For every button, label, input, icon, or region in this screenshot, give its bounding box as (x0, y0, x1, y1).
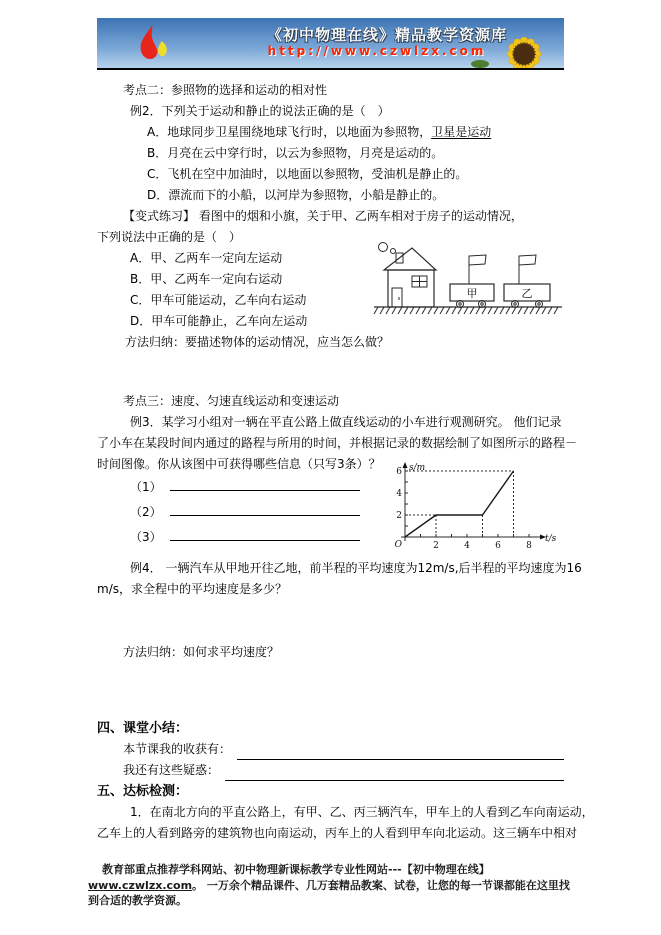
variation-option-c: C．甲车可能运动，乙车向右运动 (130, 293, 307, 307)
sunflower-icon (466, 18, 562, 70)
distance-time-graph (393, 461, 559, 557)
footer-promo (88, 862, 576, 909)
variation-option-a: A．甲、乙两车一定向左运动 (130, 251, 283, 265)
example3-line2: 了小车在某段时间内通过的路程与所用的时间，并根据记录的数据绘制了如图所示的路程－ (97, 436, 578, 450)
site-title: 《初中物理在线》精品教学资源库 (266, 26, 507, 44)
site-banner (97, 18, 564, 70)
variation-option-b: B．甲、乙两车一定向右运动 (130, 272, 283, 286)
summary-gain-row (97, 739, 564, 760)
summary-gain-blank-line (237, 744, 564, 760)
smoke-puff-small (391, 249, 396, 254)
smoke-puff-large (379, 243, 388, 252)
y-tick-label-2: 2 (396, 511, 402, 521)
variation-method-note: 方法归纳：要描述物体的运动情况，应当怎么做？ (125, 335, 390, 349)
answer-blank-3-line (170, 526, 360, 541)
x-axis-label: t/s (545, 534, 557, 544)
summary-doubt-blank-line (225, 765, 564, 781)
cart-yi-icon (504, 255, 550, 308)
answer-blank-1-line (170, 476, 360, 491)
section-heading-kaodian3: 考点三：速度、匀速直线运动和变速运动 (123, 394, 340, 408)
example2-option-a-text: A．地球同步卫星围绕地球飞行时，以地面为参照物， (147, 125, 432, 139)
y-axis-label: s/m (409, 463, 426, 473)
x-tick-label-8: 8 (526, 541, 532, 551)
origin-label: O (394, 540, 402, 550)
summary-gain-label: 本节课我的收获有： (123, 742, 232, 756)
footer-text-part2: 。 一万余个精品课件、几万套精品教案、试卷，让您的每一节课都能在这里找到合适的教学资源。 (88, 878, 570, 907)
answer-blank-2-line (170, 501, 360, 516)
house-carts-figure (372, 240, 564, 320)
cart-yi-label: 乙 (521, 287, 533, 300)
st-guides (405, 471, 514, 537)
x-tick-label-2: 2 (433, 541, 439, 551)
y-tick-label-6: 6 (396, 467, 402, 477)
example4-line1: 例4． 一辆汽车从甲地开往乙地，前半程的平均速度为12m/s,后半程的平均速度为16 (130, 561, 582, 575)
example2-option-d: D．漂流而下的小船，以河岸为参照物，小船是静止的。 (147, 188, 445, 202)
example4-line2: m/s，求全程中的平均速度是多少？ (97, 582, 287, 596)
cart-jia-icon (450, 255, 494, 308)
answer-blank-1-label: （1） (130, 480, 162, 494)
example2-option-c: C．飞机在空中加油时，以地面以参照物，受油机是静止的。 (147, 167, 468, 181)
y-tick-label-4: 4 (396, 489, 402, 499)
x-tick-label-4: 4 (464, 541, 470, 551)
summary-doubt-label: 我还有这些疑惑： (123, 763, 220, 777)
test-q1-line1: 1．在南北方向的平直公路上，有甲、乙、丙三辆汽车，甲车上的人看到乙车向南运动， (130, 805, 594, 819)
example3-line3: 时间图像。你从该图中可获得哪些信息（只写3条）？ (97, 457, 381, 471)
summary-heading: 四、课堂小结： (97, 721, 189, 736)
site-url-link[interactable]: http://www.czwlzx.com (267, 44, 487, 58)
example4-method-note: 方法归纳：如何求平均速度？ (123, 645, 280, 659)
example2-option-a (97, 122, 564, 143)
flame-logo-icon (135, 23, 173, 69)
x-tick-label-6: 6 (495, 541, 501, 551)
variation-intro-line1: 【变式练习】 看图中的烟和小旗，关于甲、乙两车相对于房子的运动情况， (123, 209, 523, 223)
example2-option-b: B．月亮在云中穿行时，以云为参照物，月亮是运动的。 (147, 146, 444, 160)
cart-jia-label: 甲 (466, 287, 478, 300)
example2-option-a-underline: 卫星是运动 (431, 125, 492, 139)
test-q1-line2: 乙车上的人看到路旁的建筑物也向南运动，丙车上的人看到甲车向北运动。这三辆车中相对 (97, 826, 578, 840)
example2-stem: 例2．下列关于运动和静止的说法正确的是（ ） (130, 104, 390, 118)
st-curve (405, 471, 514, 537)
house-icon (379, 243, 437, 308)
footer-text-part1: 教育部重点推荐学科网站、初中物理新课标教学专业性网站---【初中物理在线】 (102, 863, 490, 876)
answer-blank-2-label: （2） (130, 505, 162, 519)
variation-option-d: D．甲车可能静止，乙车向左运动 (130, 314, 308, 328)
test-heading: 五、达标检测： (97, 784, 189, 799)
summary-doubt-row (97, 760, 564, 781)
house-door (392, 288, 402, 307)
variation-intro-line2: 下列说法中正确的是（ ） (97, 230, 242, 244)
cart-yi-flag (519, 255, 536, 265)
answer-blank-3-label: （3） (130, 530, 162, 544)
cart-jia-flag (469, 255, 486, 265)
section-heading-kaodian2: 考点二：参照物的选择和运动的相对性 (123, 83, 328, 97)
ground-hatch (374, 307, 558, 314)
y-axis-arrow (403, 462, 408, 468)
example3-line1: 例3．某学习小组对一辆在平直公路上做直线运动的小车进行观测研究。 他们记录 (130, 415, 562, 429)
footer-url-link[interactable]: www.czwlzx.com (88, 878, 193, 892)
